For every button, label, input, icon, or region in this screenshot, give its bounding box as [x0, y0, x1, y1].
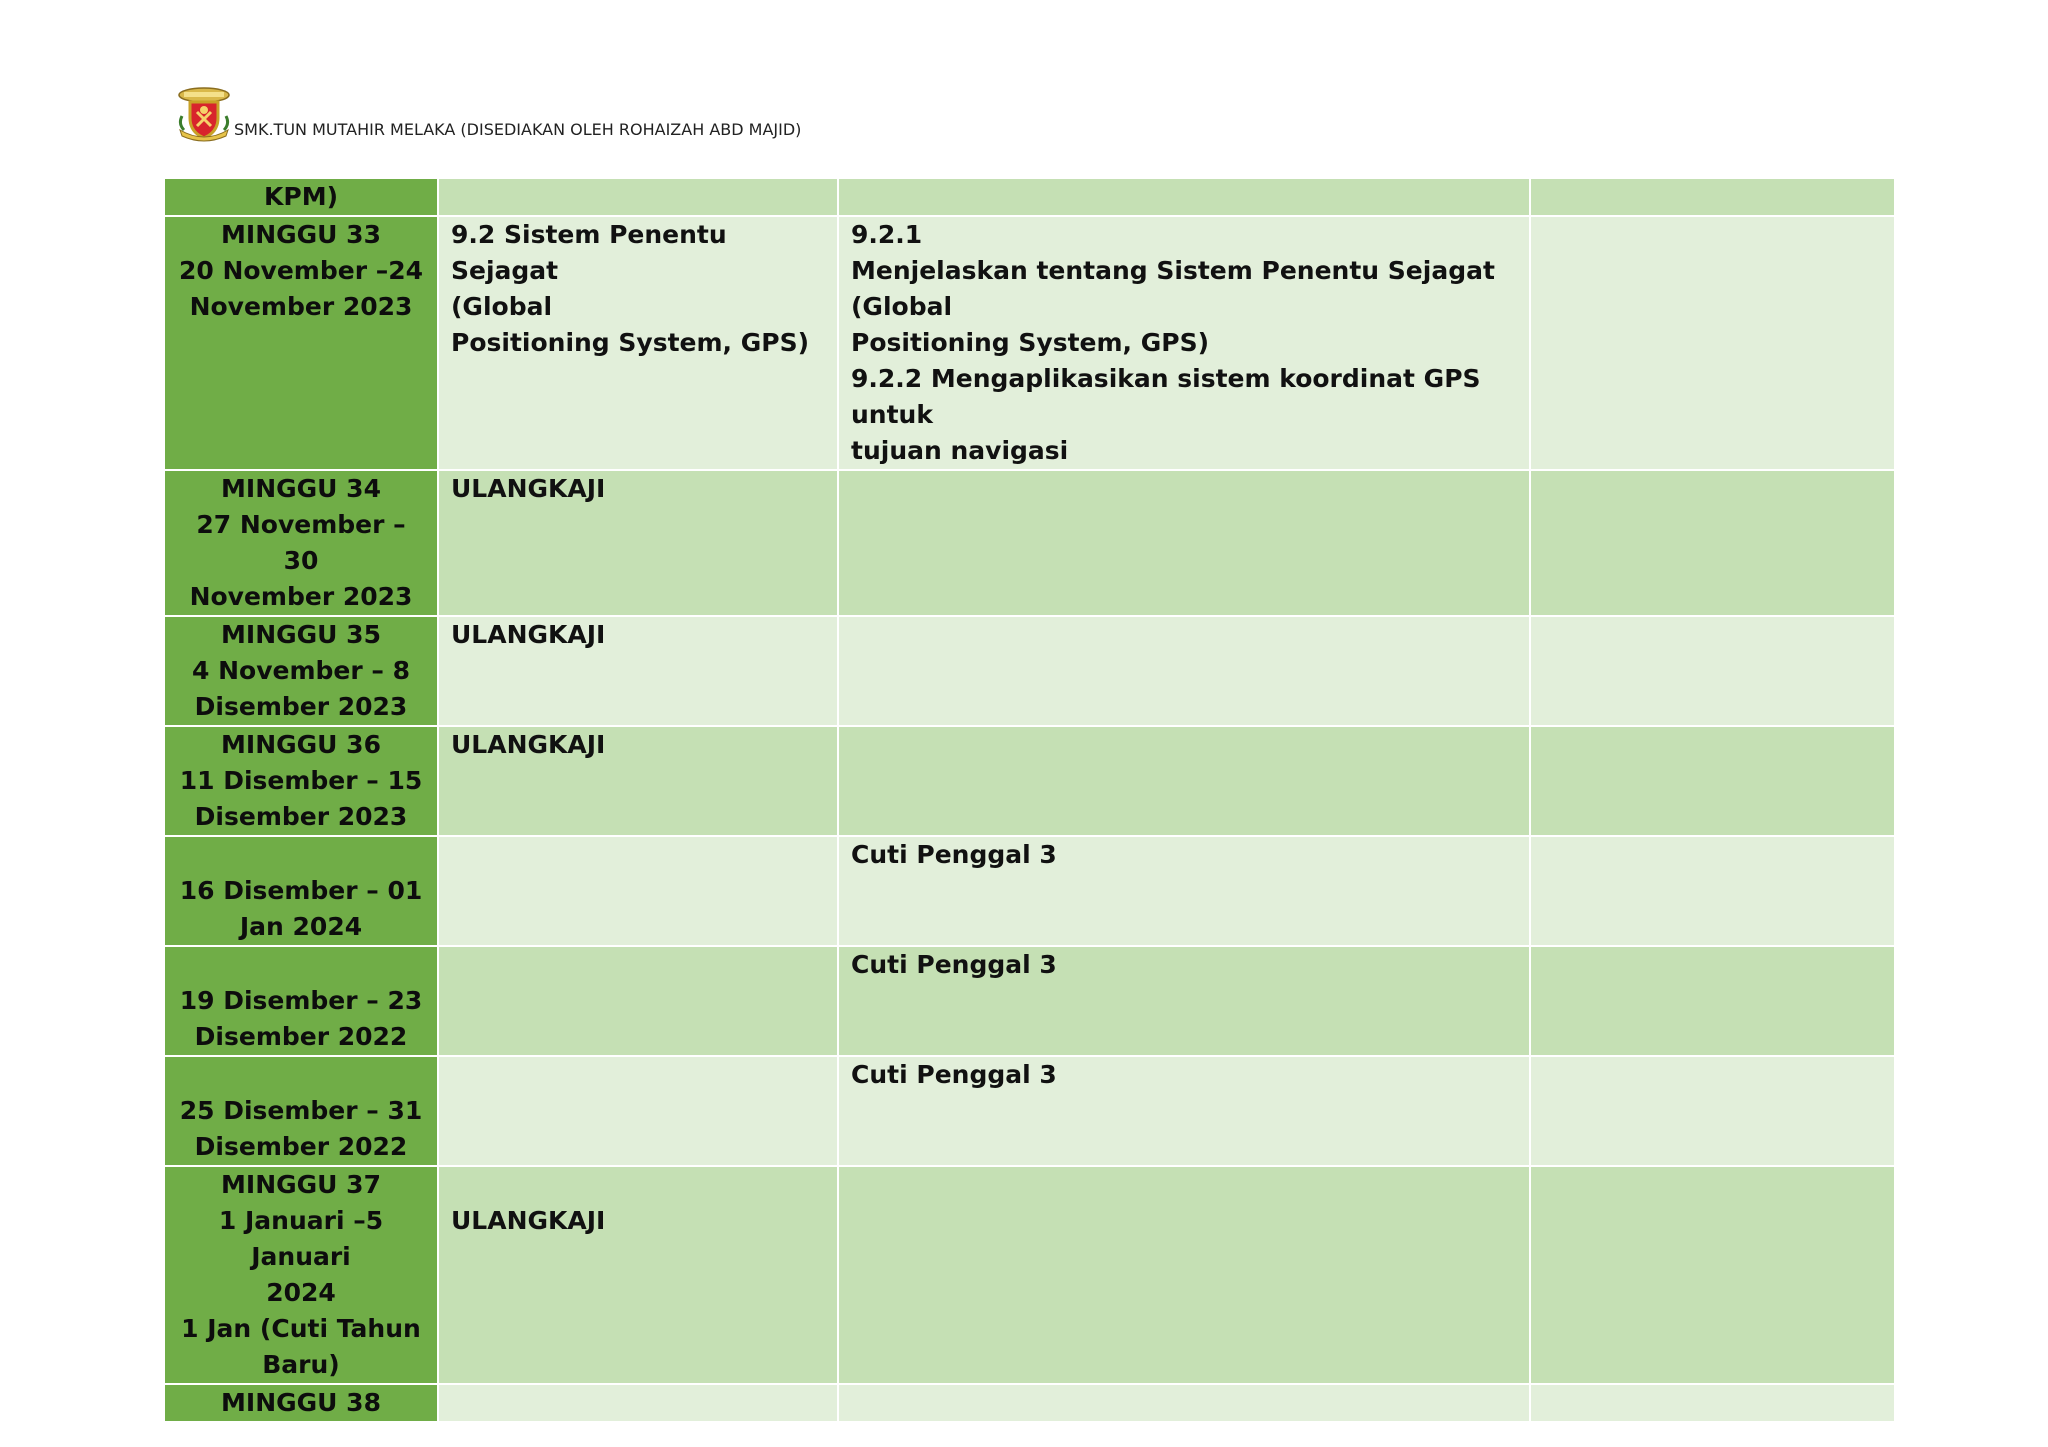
notes-cell — [1530, 726, 1895, 836]
topic-line: ULANGKAJI — [451, 620, 606, 649]
week-line: 4 November – 8 — [192, 656, 410, 685]
week-cell — [164, 726, 438, 836]
standard-line: Menjelaskan tentang Sistem Penentu Sejagat (Global — [851, 256, 1495, 321]
week-line: MINGGU 38 — [221, 1388, 381, 1417]
week-line — [177, 837, 425, 873]
standard-cell — [838, 1384, 1530, 1422]
topic-line: ULANGKAJI — [451, 730, 606, 759]
topic-cell — [438, 616, 838, 726]
week-line — [177, 947, 425, 983]
week-line: 27 November – 30 — [196, 510, 406, 575]
table-row — [164, 836, 1895, 946]
table-row — [164, 726, 1895, 836]
week-line: November 2023 — [189, 292, 413, 321]
week-line: 19 Disember – 23 — [179, 986, 423, 1015]
week-line: Disember 2023 — [194, 802, 408, 831]
table-row — [164, 946, 1895, 1056]
standard-line: Positioning System, GPS) — [851, 328, 1210, 357]
standard-line: 9.2.2 Mengaplikasikan sistem koordinat GPS untuk — [851, 364, 1481, 429]
topic-cell — [438, 1056, 838, 1166]
notes-cell — [1530, 178, 1895, 216]
week-line: MINGGU 37 — [221, 1170, 381, 1199]
topic-cell — [438, 178, 838, 216]
topic-line: 9.2 Sistem Penentu Sejagat — [451, 220, 727, 285]
standard-line: Cuti Penggal 3 — [851, 950, 1057, 979]
week-cell — [164, 616, 438, 726]
week-cell — [164, 836, 438, 946]
week-cell — [164, 178, 438, 216]
standard-cell — [838, 726, 1530, 836]
notes-cell — [1530, 1056, 1895, 1166]
topic-cell — [438, 1166, 838, 1384]
topic-cell — [438, 946, 838, 1056]
week-cell — [164, 1384, 438, 1422]
standard-line: tujuan navigasi — [851, 436, 1069, 465]
week-cell — [164, 216, 438, 470]
school-name: SMK.TUN MUTAHIR MELAKA (DISEDIAKAN OLEH ROHAIZAH ABD MAJID) — [234, 120, 802, 139]
standard-cell — [838, 470, 1530, 616]
week-line: MINGGU 35 — [221, 620, 381, 649]
topic-line: ULANGKAJI — [451, 1206, 606, 1235]
table-row — [164, 1166, 1895, 1384]
table-row — [164, 216, 1895, 470]
schedule-table — [163, 177, 1896, 1423]
notes-cell — [1530, 470, 1895, 616]
week-line: 2024 — [266, 1278, 336, 1307]
topic-cell — [438, 216, 838, 470]
standard-cell — [838, 178, 1530, 216]
table-row — [164, 470, 1895, 616]
week-line: 1 Januari –5 Januari — [218, 1206, 384, 1271]
week-line — [177, 1057, 425, 1093]
topic-cell — [438, 726, 838, 836]
standard-cell — [838, 1166, 1530, 1384]
week-cell — [164, 1166, 438, 1384]
notes-cell — [1530, 946, 1895, 1056]
topic-line: Positioning System, GPS) — [451, 328, 810, 357]
week-line: 25 Disember – 31 — [179, 1096, 423, 1125]
topic-cell — [438, 1384, 838, 1422]
week-cell — [164, 1056, 438, 1166]
week-line: MINGGU 33 — [221, 220, 381, 249]
week-line: 16 Disember – 01 — [179, 876, 423, 905]
week-line: 11 Disember – 15 — [179, 766, 423, 795]
table-row — [164, 616, 1895, 726]
week-line: Jan 2024 — [239, 912, 363, 941]
standard-line: Cuti Penggal 3 — [851, 1060, 1057, 1089]
table-row — [164, 178, 1895, 216]
week-line: Disember 2022 — [194, 1022, 408, 1051]
week-line: November 2023 — [189, 582, 413, 611]
notes-cell — [1530, 1166, 1895, 1384]
standard-line: Cuti Penggal 3 — [851, 840, 1057, 869]
topic-line: ULANGKAJI — [451, 474, 606, 503]
standard-cell — [838, 216, 1530, 470]
week-line: Disember 2022 — [194, 1132, 408, 1161]
topic-cell — [438, 470, 838, 616]
week-cell — [164, 470, 438, 616]
standard-cell — [838, 616, 1530, 726]
standard-line: 9.2.1 — [851, 220, 923, 249]
week-cell — [164, 946, 438, 1056]
notes-cell — [1530, 1384, 1895, 1422]
standard-cell — [838, 946, 1530, 1056]
standard-cell — [838, 1056, 1530, 1166]
week-line: KPM) — [264, 182, 338, 211]
notes-cell — [1530, 216, 1895, 470]
week-line: MINGGU 36 — [221, 730, 381, 759]
topic-cell — [438, 836, 838, 946]
table-row — [164, 1056, 1895, 1166]
week-line: MINGGU 34 — [221, 474, 381, 503]
week-line: Disember 2023 — [194, 692, 408, 721]
notes-cell — [1530, 616, 1895, 726]
week-line: Baru) — [262, 1350, 340, 1379]
week-line: 1 Jan (Cuti Tahun — [181, 1314, 421, 1343]
school-crest-icon — [176, 86, 232, 142]
topic-line: (Global — [451, 292, 553, 321]
week-line: 20 November –24 — [178, 256, 424, 285]
notes-cell — [1530, 836, 1895, 946]
table-row — [164, 1384, 1895, 1422]
standard-cell — [838, 836, 1530, 946]
